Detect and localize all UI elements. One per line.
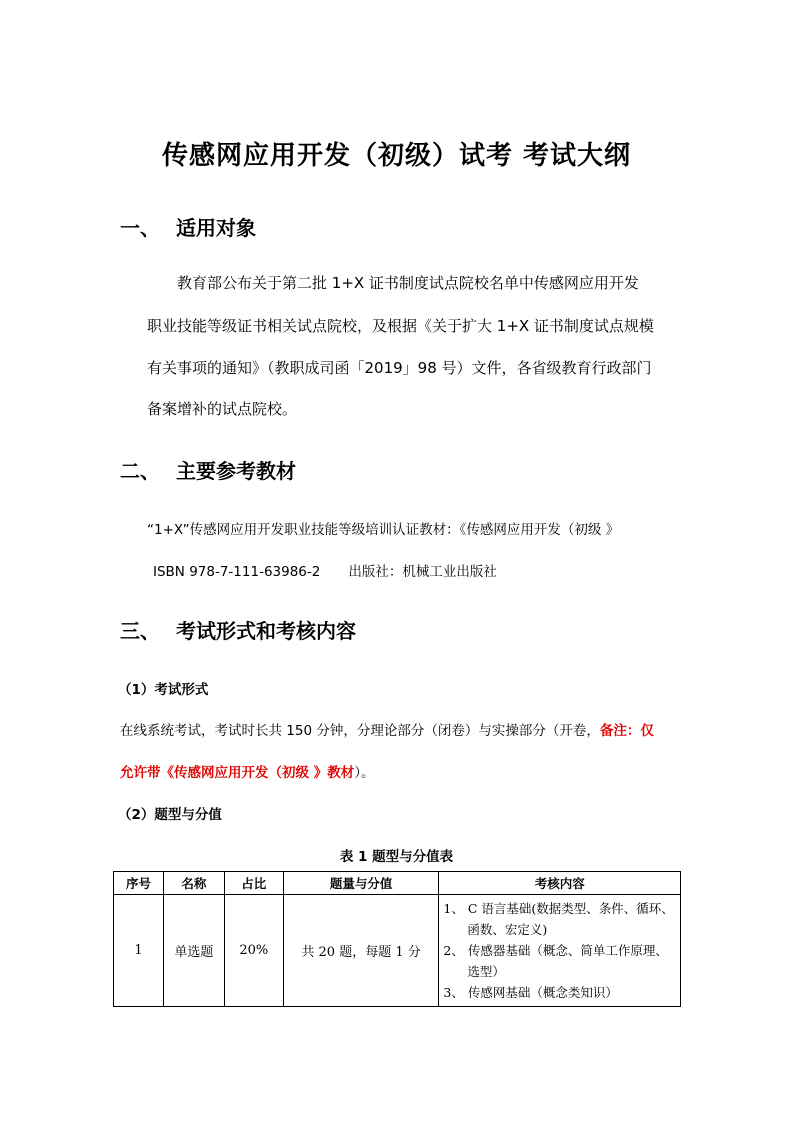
section-title: 主要参考教材: [176, 459, 296, 483]
section-heading-3: [120, 615, 356, 644]
isbn: ISBN 978-7-111-63986-2: [153, 564, 321, 580]
table-row: [114, 895, 681, 1007]
exam-format-line-1: [120, 719, 654, 739]
exam-format-line-2: [120, 761, 374, 781]
table-header: 占比: [224, 872, 283, 895]
cell-content: [439, 895, 681, 1007]
table-caption: 表 1 题型与分值表: [339, 849, 454, 865]
table-header-row: [114, 872, 681, 895]
publisher: 出版社：机械工业出版社: [348, 564, 497, 580]
section-heading-2: [120, 455, 296, 484]
content-item: 2、 传感器基础（概念、简单工作原理、选型）: [443, 943, 668, 979]
table-header: 序号: [114, 872, 164, 895]
question-type-table: [113, 871, 681, 1007]
content-item: 3、 传感网基础（概念类知识）: [443, 985, 618, 1000]
section-number: 二、: [120, 459, 160, 483]
section-number: 三、: [120, 619, 160, 643]
cell-amount: 共 20 题，每题 1 分: [283, 895, 439, 1007]
table-header: 题量与分值: [283, 872, 439, 895]
section-heading-1: [120, 212, 256, 241]
section-title: 适用对象: [176, 216, 256, 240]
cell-ratio: 20%: [224, 895, 283, 1007]
exam-format-note: 允许带《传感网应用开发（初级 》教材: [120, 765, 355, 781]
cell-name: 单选题: [163, 895, 224, 1007]
section-title: 考试形式和考核内容: [176, 619, 356, 643]
exam-format-text: 在线系统考试，考试时长共 150 分钟，分理论部分（闭卷）与实操部分（开卷，: [120, 723, 600, 739]
paragraph-line: 教育部公布关于第二批 1+X 证书制度试点院校名单中传感网应用开发: [177, 274, 639, 292]
paragraph-line: 职业技能等级证书相关试点院校，及根据《关于扩大 1+X 证书制度试点规模: [147, 317, 654, 335]
section-number: 一、: [120, 216, 160, 240]
exam-format-note: 备注：仅: [599, 723, 654, 739]
table-header: 考核内容: [439, 872, 681, 895]
exam-format-text: ）。: [354, 765, 375, 781]
content-item: 1、 C 语言基础(数据类型、条件、循环、函数、宏定义): [443, 901, 674, 937]
table-header: 名称: [163, 872, 224, 895]
page-title: 传感网应用开发（初级）试考 考试大纲: [161, 141, 632, 171]
subheading-question-types: （2）题型与分值: [118, 807, 222, 823]
textbook-line: “1+X”传感网应用开发职业技能等级培训认证教材：《传感网应用开发（初级 》: [147, 522, 620, 538]
subheading-exam-format: （1）考试形式: [118, 682, 209, 698]
isbn-line: [153, 560, 497, 580]
paragraph-line: 备案增补的试点院校。: [147, 400, 298, 418]
paragraph-line: 有关事项的通知》（教职成司函「2019」98 号）文件，各省级教育行政部门: [147, 359, 652, 377]
cell-no: 1: [114, 895, 164, 1007]
